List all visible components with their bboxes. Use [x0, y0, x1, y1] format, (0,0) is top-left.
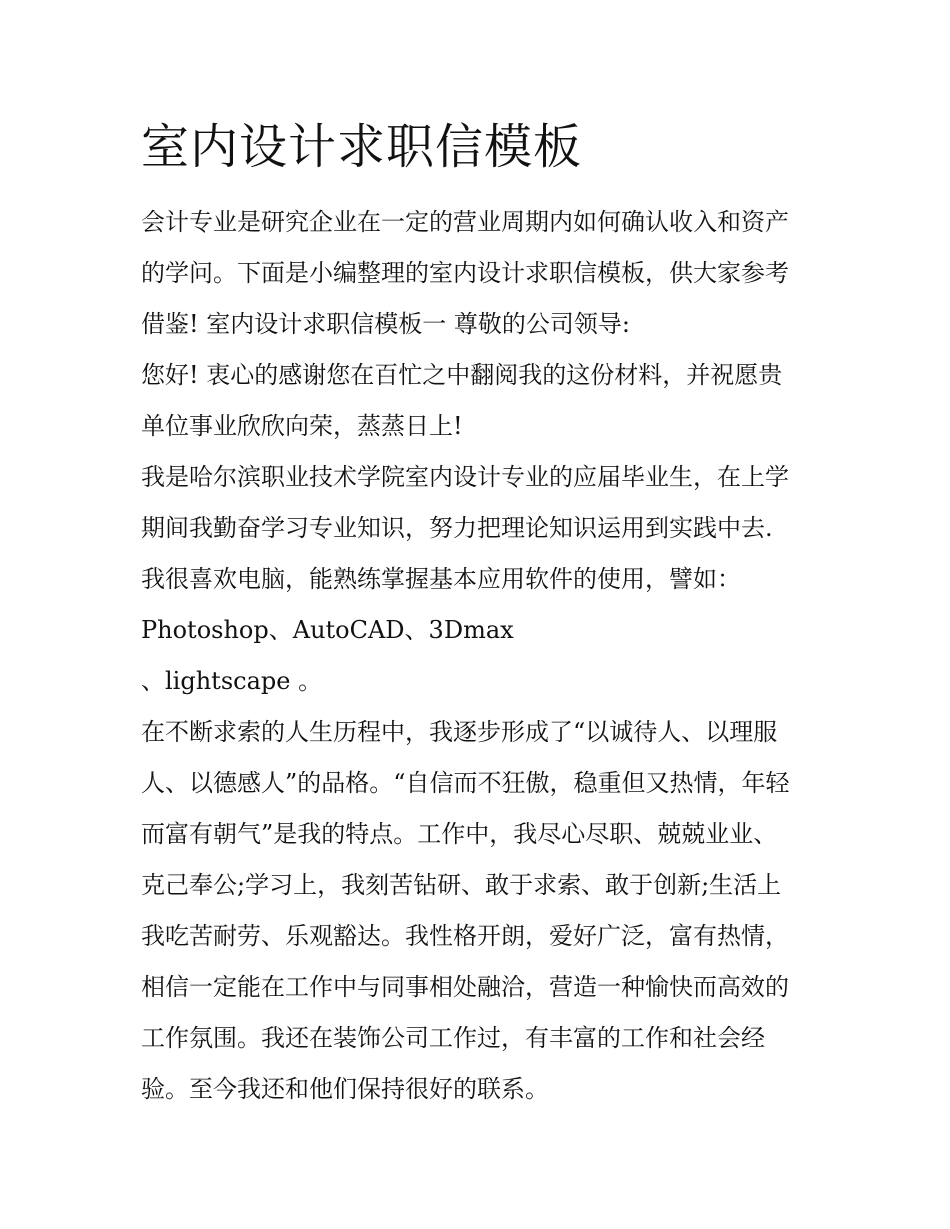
- body-line-2: 的学问。下面是小编整理的室内设计求职信模板，供大家参考: [141, 259, 789, 287]
- body-line-7: 期间我勤奋学习专业知识，努力把理论知识运用到实践中去.: [141, 514, 773, 542]
- document-body: [141, 200, 821, 1118]
- body-line-10: 、lightscape 。: [141, 667, 323, 695]
- body-line-15: 我吃苦耐劳、乐观豁达。我性格开朗，爱好广泛，富有热情，: [141, 922, 789, 950]
- body-line-12: 人、以德感人”的品格。“自信而不狂傲，稳重但又热情，年轻: [141, 769, 790, 797]
- body-line-8: 我很喜欢电脑，能熟练掌握基本应用软件的使用，譬如：: [141, 565, 741, 593]
- body-line-14: 克己奉公;学习上，我刻苦钻研、敢于求索、敢于创新;生活上: [141, 871, 782, 899]
- body-line-11: 在不断求索的人生历程中，我逐步形成了“以诚待人、以理服: [141, 718, 778, 746]
- body-line-4: 您好! 衷心的感谢您在百忙之中翻阅我的这份材料，并祝愿贵: [141, 361, 783, 389]
- body-line-6: 我是哈尔滨职业技术学院室内设计专业的应届毕业生，在上学: [141, 463, 789, 491]
- body-line-17: 工作氛围。我还在装饰公司工作过，有丰富的工作和社会经: [141, 1024, 765, 1052]
- body-line-9: Photoshop、AutoCAD、3Dmax: [141, 616, 514, 644]
- body-line-3: 借鉴! 室内设计求职信模板一 尊敬的公司领导:: [141, 310, 630, 338]
- body-line-5: 单位事业欣欣向荣，蒸蒸日上!: [141, 412, 463, 440]
- body-line-18: 验。至今我还和他们保持很好的联系。: [141, 1075, 549, 1103]
- body-line-13: 而富有朝气”是我的特点。工作中，我尽心尽职、兢兢业业、: [141, 820, 778, 848]
- body-line-1: 会计专业是研究企业在一定的营业周期内如何确认收入和资产: [141, 208, 789, 236]
- body-line-16: 相信一定能在工作中与同事相处融洽，营造一种愉快而高效的: [141, 973, 789, 1001]
- document-title: 室内设计求职信模板: [141, 119, 583, 175]
